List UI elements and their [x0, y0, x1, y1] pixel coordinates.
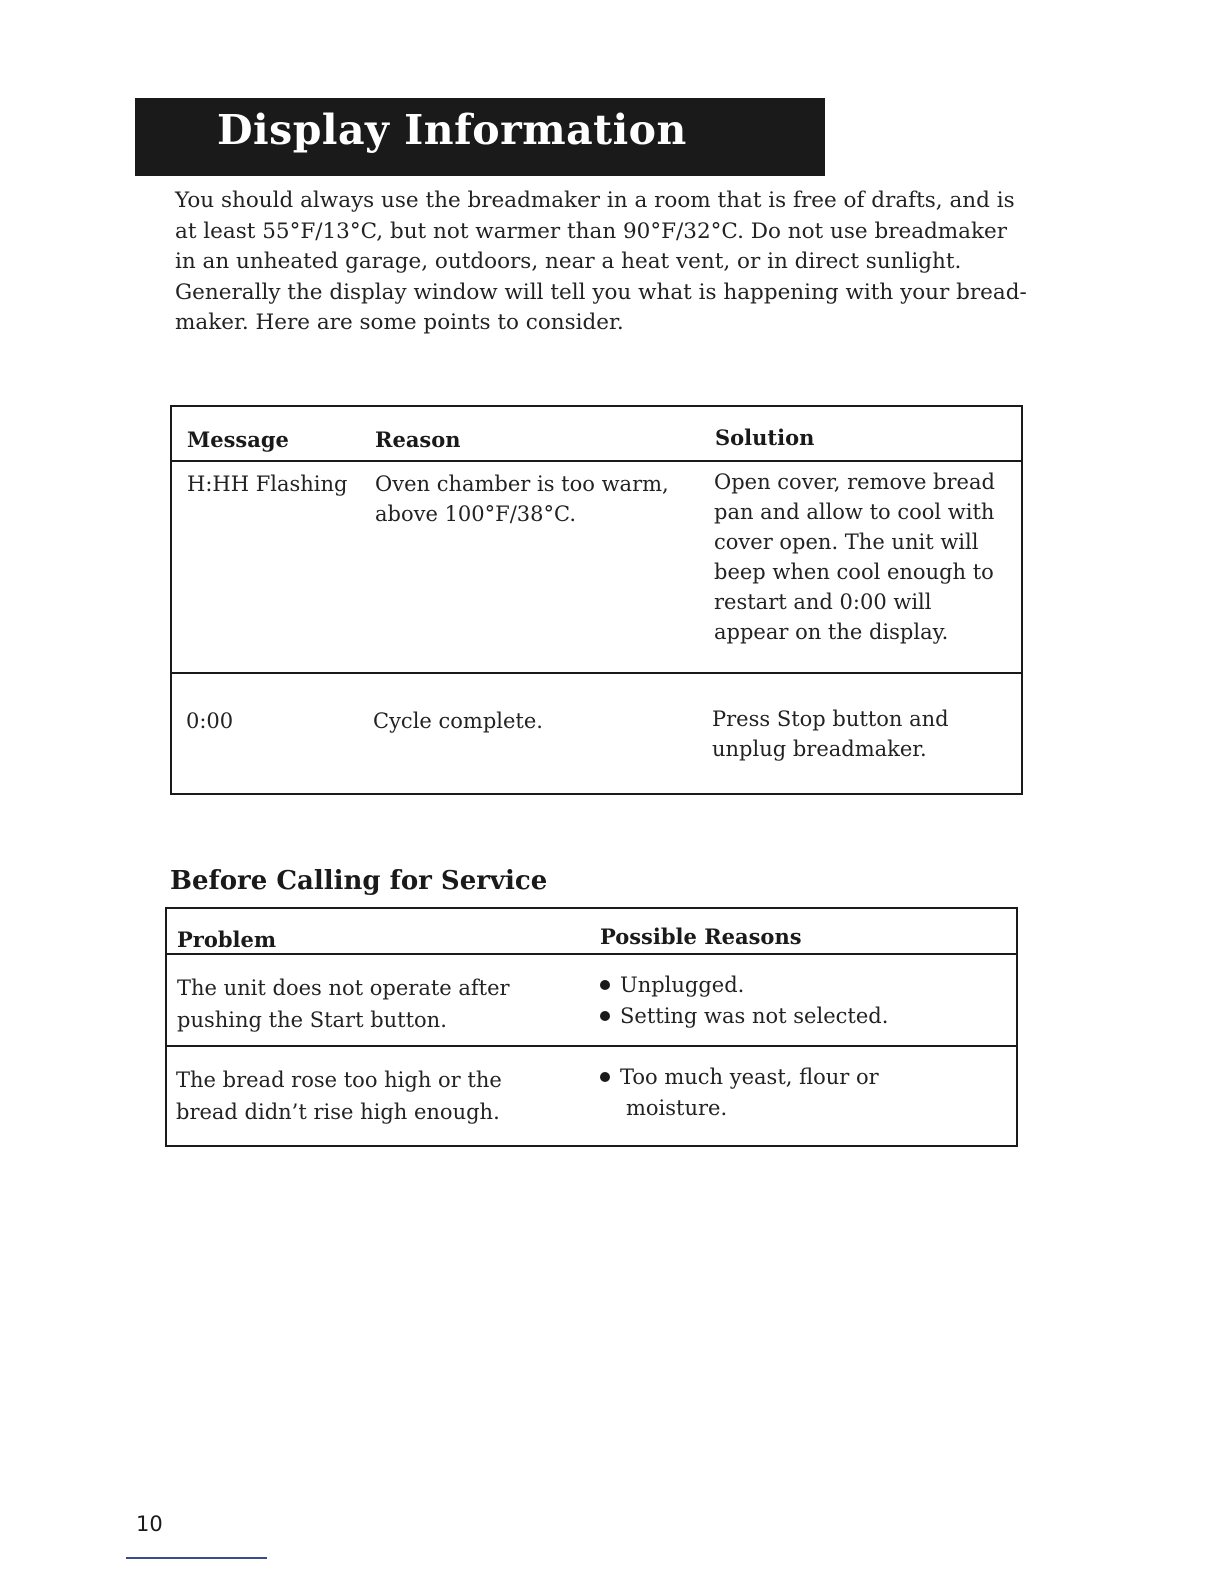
- bullet-icon: [600, 980, 610, 990]
- header-possible-reasons: Possible Reasons: [600, 924, 802, 949]
- title-banner: [135, 98, 825, 176]
- problem-line: The unit does not operate after: [177, 976, 510, 1000]
- service-row-2-reasons: [600, 1062, 879, 1124]
- solution-line: beep when cool enough to: [714, 560, 994, 584]
- row-2-solution: [712, 704, 949, 764]
- solution-line: appear on the display.: [714, 620, 949, 644]
- reason-line: Oven chamber is too warm,: [375, 472, 669, 496]
- bullet-icon: [600, 1011, 610, 1021]
- footer-rule: [126, 1557, 267, 1559]
- solution-line: unplug breadmaker.: [712, 737, 927, 761]
- intro-line: Generally the display window will tell you what is happening with your bread-: [175, 279, 1027, 305]
- problem-line: The bread rose too high or the: [176, 1068, 502, 1092]
- header-divider: [172, 460, 1021, 462]
- reason-line: above 100°F/38°C.: [375, 502, 577, 526]
- intro-line: at least 55°F/13°C, but not warmer than 90°F/32°C. Do not use breadmaker: [175, 218, 1008, 244]
- row-2-message: 0:00: [186, 709, 234, 733]
- reason-bullet-item: Unplugged.: [600, 970, 888, 1001]
- service-row-1-problem: [177, 972, 510, 1036]
- row-1-solution: [714, 467, 995, 647]
- solution-line: pan and allow to cool with: [714, 500, 995, 524]
- row-2-reason: [373, 706, 543, 736]
- header-divider: [167, 953, 1016, 955]
- intro-line: You should always use the breadmaker in a room that is free of drafts, and is: [175, 188, 1015, 213]
- reason-line: Cycle complete.: [373, 709, 543, 733]
- row-1-message: H:HH Flashing: [187, 472, 348, 496]
- row-divider: [167, 1045, 1016, 1047]
- intro-line: maker. Here are some points to consider.: [175, 310, 624, 335]
- header-message: Message: [187, 427, 289, 452]
- service-table: [165, 907, 1018, 1147]
- service-heading: Before Calling for Service: [170, 866, 548, 896]
- reason-continuation: moisture.: [626, 1096, 728, 1120]
- reason-bullet-item: Too much yeast, flour or: [600, 1062, 879, 1093]
- header-problem: Problem: [177, 927, 277, 952]
- solution-line: restart and 0:00 will: [714, 590, 932, 614]
- problem-line: bread didn’t rise high enough.: [176, 1100, 500, 1124]
- header-solution: Solution: [715, 425, 815, 450]
- reason-bullet-item: Setting was not selected.: [600, 1001, 888, 1032]
- solution-line: cover open. The unit will: [714, 530, 979, 554]
- intro-line: in an unheated garage, outdoors, near a heat vent, or in direct sunlight.: [175, 249, 962, 274]
- solution-line: Open cover, remove bread: [714, 470, 995, 494]
- service-row-2-problem: [176, 1064, 502, 1128]
- row-divider: [172, 672, 1021, 674]
- row-1-reason: [375, 469, 669, 529]
- display-messages-table: [170, 405, 1023, 795]
- bullet-icon: [600, 1072, 610, 1082]
- solution-line: Press Stop button and: [712, 707, 949, 731]
- page-title: Display Information: [217, 106, 687, 154]
- problem-line: pushing the Start button.: [177, 1008, 447, 1032]
- header-reason: Reason: [375, 427, 461, 452]
- service-row-1-reasons: [600, 970, 888, 1032]
- page-number: 10: [136, 1512, 163, 1536]
- intro-paragraph: [175, 186, 1035, 339]
